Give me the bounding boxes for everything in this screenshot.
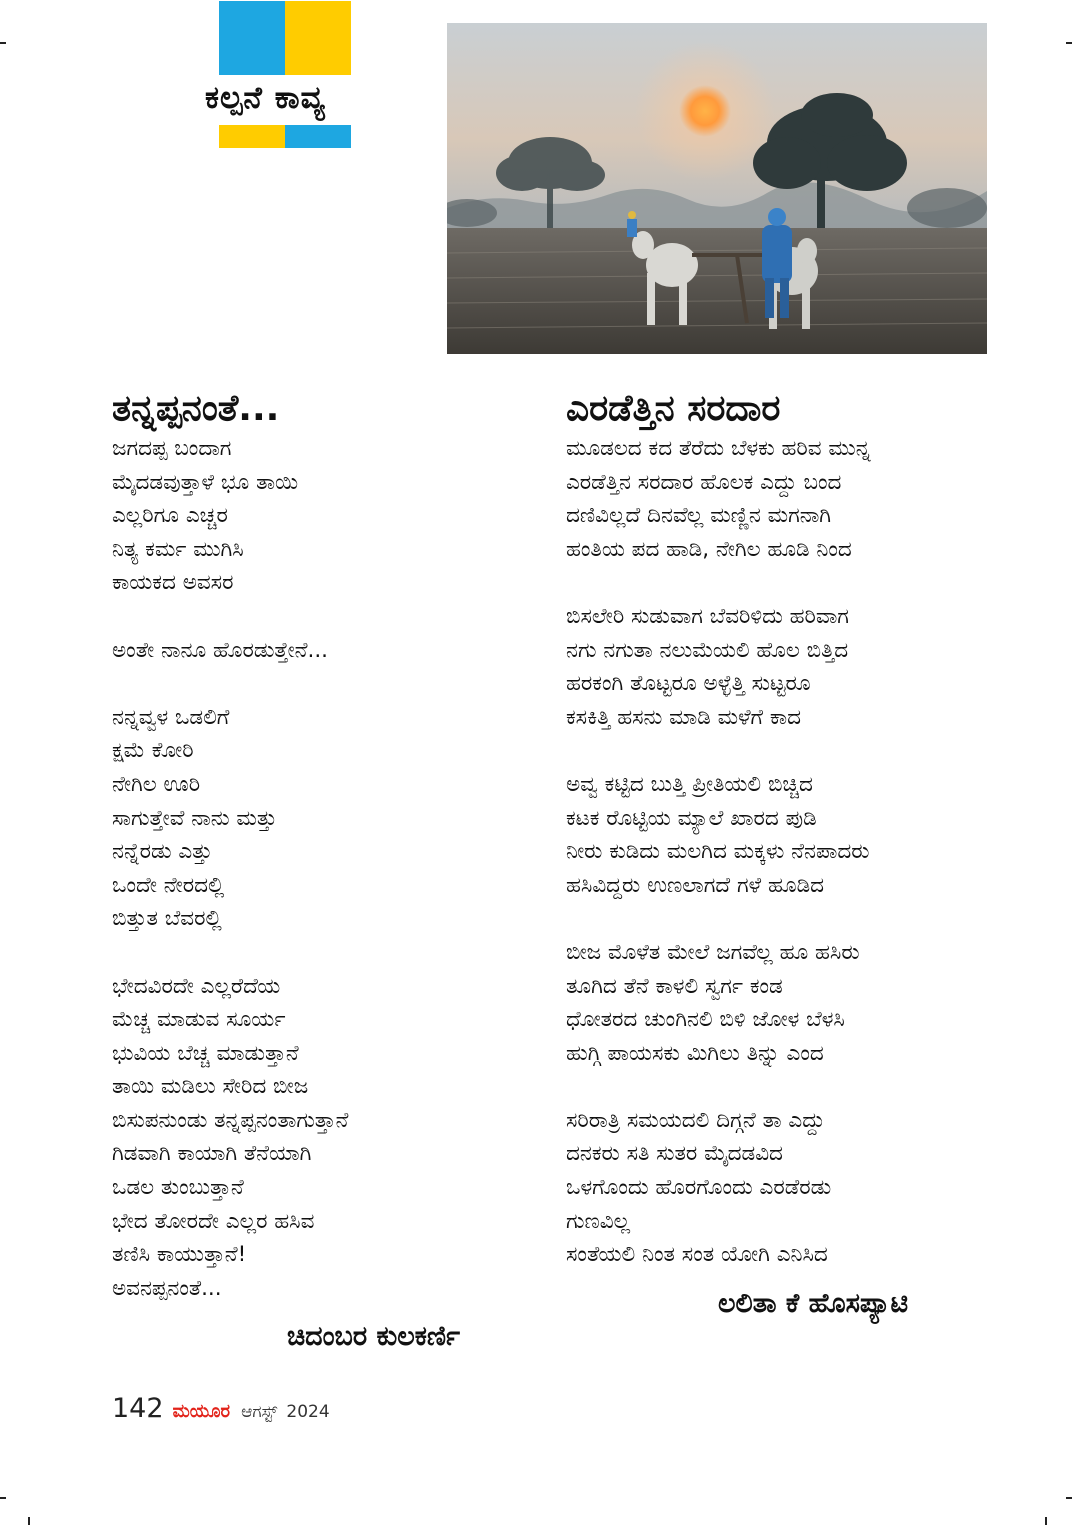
poem-line: ಕಾಯಕದ ಅವಸರ — [112, 570, 234, 596]
poem-line: ಹಸಿವಿದ್ದರು ಉಣಲಾಗದೆ ಗಳೆ ಹೂಡಿದ — [566, 872, 825, 898]
logo-yellow-block — [285, 1, 351, 75]
crop-mark-bottom-left-v — [28, 1517, 30, 1525]
poem-line: ನನ್ನವ್ವಳ ಒಡಲಿಗೆ — [112, 704, 230, 730]
stanza-break — [566, 734, 871, 768]
poem-line: ಸಾಗುತ್ತೇವೆ ನಾನು ಮತ್ತು — [112, 805, 277, 831]
stanza-break — [112, 600, 348, 634]
poem-line: ಸಂತೆಯಲಿ ನಿಂತ ಸಂತ ಯೋಗಿ ಎನಿಸಿದ — [566, 1242, 828, 1268]
stanza-break — [112, 667, 348, 701]
poem-line: ಭೇದವಿರದೇ ಎಲ್ಲರೆದೆಯ — [112, 973, 281, 999]
poem-line: ಒಡಲ ತುಂಬುತ್ತಾನೆ — [112, 1175, 244, 1201]
crop-mark-top-right — [1066, 42, 1072, 44]
poem-line: ಸರಿರಾತ್ರಿ ಸಮಯದಲಿ ದಿಗ್ಗನೆ ತಾ ಎದ್ದು — [566, 1107, 825, 1133]
crop-mark-bottom-left — [0, 1497, 6, 1499]
poem-line: ನನ್ನೆರಡು ಎತ್ತು — [112, 839, 213, 865]
page-number: 142 — [112, 1393, 164, 1424]
poem-right-title: ಎರಡೆತ್ತಿನ ಸರದಾರ — [566, 388, 781, 429]
poem-right-author: ಲಲಿತಾ ಕೆ ಹೊಸಪ್ಯಾಟಿ — [718, 1288, 909, 1319]
page-footer — [112, 1393, 330, 1424]
poem-line: ಎರಡೆತ್ತಿನ ಸರದಾರ ಹೊಲಕ ಎದ್ದು ಬಂದ — [566, 469, 842, 495]
poem-line: ಬಿಸುಪನುಂಡು ತನ್ನಪ್ಪನಂತಾಗುತ್ತಾನೆ — [112, 1107, 349, 1133]
poem-line: ನೇಗಿಲ ಊರಿ — [112, 771, 201, 797]
poem-line: ಎಲ್ಲರಿಗೂ ಎಚ್ಚರ — [112, 503, 228, 529]
logo-yellow-strip — [219, 125, 285, 148]
poem-line: ಹಂತಿಯ ಪದ ಹಾಡಿ, ನೇಗಿಲ ಹೂಡಿ ನಿಂದ — [566, 536, 852, 562]
poem-line: ಮೆಚ್ಚ ಮಾಡುವ ಸೂರ್ಯ — [112, 1007, 286, 1033]
stanza-break — [112, 936, 348, 970]
poem-line: ಕಟಕ ರೊಟ್ಟಿಯ ಮ್ಯಾಲೆ ಖಾರದ ಪುಡಿ — [566, 805, 817, 831]
logo-blue-strip — [285, 125, 351, 148]
stanza-break — [566, 1070, 871, 1104]
poem-line: ತಾಯಿ ಮಡಿಲು ಸೇರಿದ ಬೀಜ — [112, 1074, 309, 1100]
poem-line: ಮೂಡಲದ ಕದ ತೆರೆದು ಬೆಳಕು ಹರಿವ ಮುನ್ನ — [566, 436, 871, 461]
poem-left-body — [112, 432, 348, 1305]
poem-line: ಭುವಿಯ ಬೆಚ್ಚ ಮಾಡುತ್ತಾನೆ — [112, 1040, 299, 1066]
poem-line: ಒಂದೇ ನೇರದಲ್ಲಿ — [112, 872, 225, 898]
poem-line: ದಣಿವಿಲ್ಲದೆ ದಿನವೆಲ್ಲ ಮಣ್ಣಿನ ಮಗನಾಗಿ — [566, 503, 832, 529]
poem-line: ದನಕರು ಸತಿ ಸುತರ ಮೈದಡವಿದ — [566, 1141, 783, 1167]
issue-month: ಆಗಸ್ಟ್ — [241, 1402, 278, 1422]
poem-line: ನಿತ್ಯ ಕರ್ಮ ಮುಗಿಸಿ — [112, 536, 244, 562]
poem-line: ಬಿಸಲೇರಿ ಸುಡುವಾಗ ಬೆವರಿಳಿದು ಹರಿವಾಗ — [566, 603, 849, 629]
poem-left-author: ಚಿದಂಬರ ಕುಲಕರ್ಣಿ — [287, 1321, 460, 1352]
crop-mark-top-left — [0, 42, 6, 44]
farmer-ploughing-photo — [447, 23, 987, 354]
poem-line: ಧೋತರದ ಚುಂಗಿನಲಿ ಬಿಳಿ ಜೋಳ ಬೆಳಸಿ — [566, 1007, 845, 1033]
poem-line: ಬಿತ್ತುತ ಬೆವರಲ್ಲಿ — [112, 906, 222, 932]
poem-line: ಅವನಪ್ಪನಂತೆ... — [112, 1275, 222, 1301]
poem-line: ತೂಗಿದ ತೆನೆ ಕಾಳಲಿ ಸ್ವರ್ಗ ಕಂಡ — [566, 973, 783, 999]
poem-line: ತಣಿಸಿ ಕಾಯುತ್ತಾನೆ! — [112, 1242, 247, 1268]
crop-mark-bottom-right-v — [1045, 1517, 1047, 1525]
poem-line: ಗುಣವಿಲ್ಲ — [566, 1208, 631, 1234]
poem-line: ಅಂತೇ ನಾನೂ ಹೊರಡುತ್ತೇನೆ... — [112, 637, 328, 663]
logo-blue-block — [219, 1, 285, 75]
poem-line: ಜಗದಪ್ಪ ಬಂದಾಗ — [112, 436, 232, 461]
poem-line: ಭೇದ ತೋರದೇ ಎಲ್ಲರ ಹಸಿವ — [112, 1208, 315, 1234]
section-title: ಕಲ್ಪನೆ ಕಾವ್ಯ — [205, 80, 326, 116]
issue-year: 2024 — [286, 1402, 330, 1422]
poem-line: ಗಿಡವಾಗಿ ಕಾಯಾಗಿ ತೆನೆಯಾಗಿ — [112, 1141, 312, 1167]
poem-line: ಕ್ಷಮೆ ಕೋರಿ — [112, 738, 194, 764]
poem-line: ಬೀಜ ಮೊಳೆತ ಮೇಲೆ ಜಗವೆಲ್ಲ ಹೂ ಹಸಿರು — [566, 939, 860, 965]
poem-line: ಕಸಕಿತ್ತಿ ಹಸನು ಮಾಡಿ ಮಳೆಗೆ ಕಾದ — [566, 704, 802, 730]
magazine-name: ಮಯೂರ — [172, 1401, 231, 1422]
poem-line: ನಗು ನಗುತಾ ನಲುಮೆಯಲಿ ಹೊಲ ಬಿತ್ತಿದ — [566, 637, 849, 663]
poem-line: ಹರಕಂಗಿ ತೊಟ್ಟರೂ ಅಳ್ಳೆತ್ತಿ ಸುಟ್ಟರೂ — [566, 671, 811, 697]
stanza-break — [566, 902, 871, 936]
poem-line: ನೀರು ಕುಡಿದು ಮಲಗಿದ ಮಕ್ಕಳು ನೆನಪಾದರು — [566, 839, 870, 865]
stanza-break — [566, 566, 871, 600]
section-logo — [219, 1, 351, 148]
poem-right-body — [566, 432, 871, 1272]
poem-left-title: ತನ್ನಪ್ಪನಂತೆ... — [112, 388, 280, 429]
poem-line: ಒಳಗೊಂದು ಹೊರಗೊಂದು ಎರಡೆರಡು — [566, 1175, 832, 1201]
poem-line: ಮೈದಡವುತ್ತಾಳೆ ಭೂ ತಾಯಿ — [112, 469, 299, 495]
poem-line: ಹುಗ್ಗಿ ಪಾಯಸಕು ಮಿಗಿಲು ತಿನ್ನು ಎಂದ — [566, 1040, 824, 1066]
poem-line: ಅವ್ವ ಕಟ್ಟಿದ ಬುತ್ತಿ ಪ್ರೀತಿಯಲಿ ಬಿಚ್ಚಿದ — [566, 771, 813, 797]
crop-mark-bottom-right — [1066, 1497, 1072, 1499]
